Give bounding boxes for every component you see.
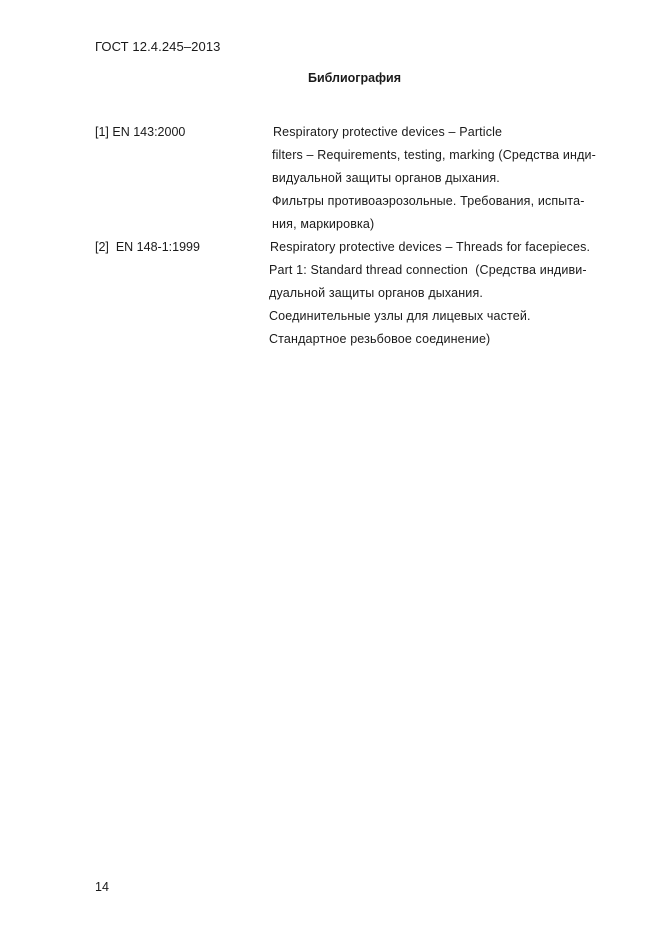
reference-2-line-5: Стандартное резьбовое соединение) <box>269 332 491 346</box>
reference-1-line-1: Respiratory protective devices – Particle <box>273 125 503 139</box>
page-title: Библиография <box>307 71 402 85</box>
page-number: 14 <box>95 880 109 894</box>
reference-1-line-2: filters – Requirements, testing, marking (Средства инди- <box>272 148 596 162</box>
reference-number-2: [2] EN 148-1:1999 <box>95 240 200 254</box>
document-code: ГОСТ 12.4.245–2013 <box>95 39 221 54</box>
reference-2-line-3: дуальной защиты органов дыхания. <box>269 286 483 300</box>
reference-1-line-3: видуальной защиты органов дыхания. <box>272 171 500 185</box>
reference-2-line-1: Respiratory protective devices – Threads for facepieces. <box>270 240 591 254</box>
reference-1-line-4: Фильтры противоаэрозольные. Требования, испыта- <box>272 194 585 208</box>
reference-2-line-2: Part 1: Standard thread connection (Средства индиви- <box>269 263 587 277</box>
reference-2-line-4: Соединительные узлы для лицевых частей. <box>269 309 531 323</box>
reference-1-line-5: ния, маркировка) <box>272 217 375 231</box>
reference-number-1: [1] EN 143:2000 <box>95 125 186 139</box>
